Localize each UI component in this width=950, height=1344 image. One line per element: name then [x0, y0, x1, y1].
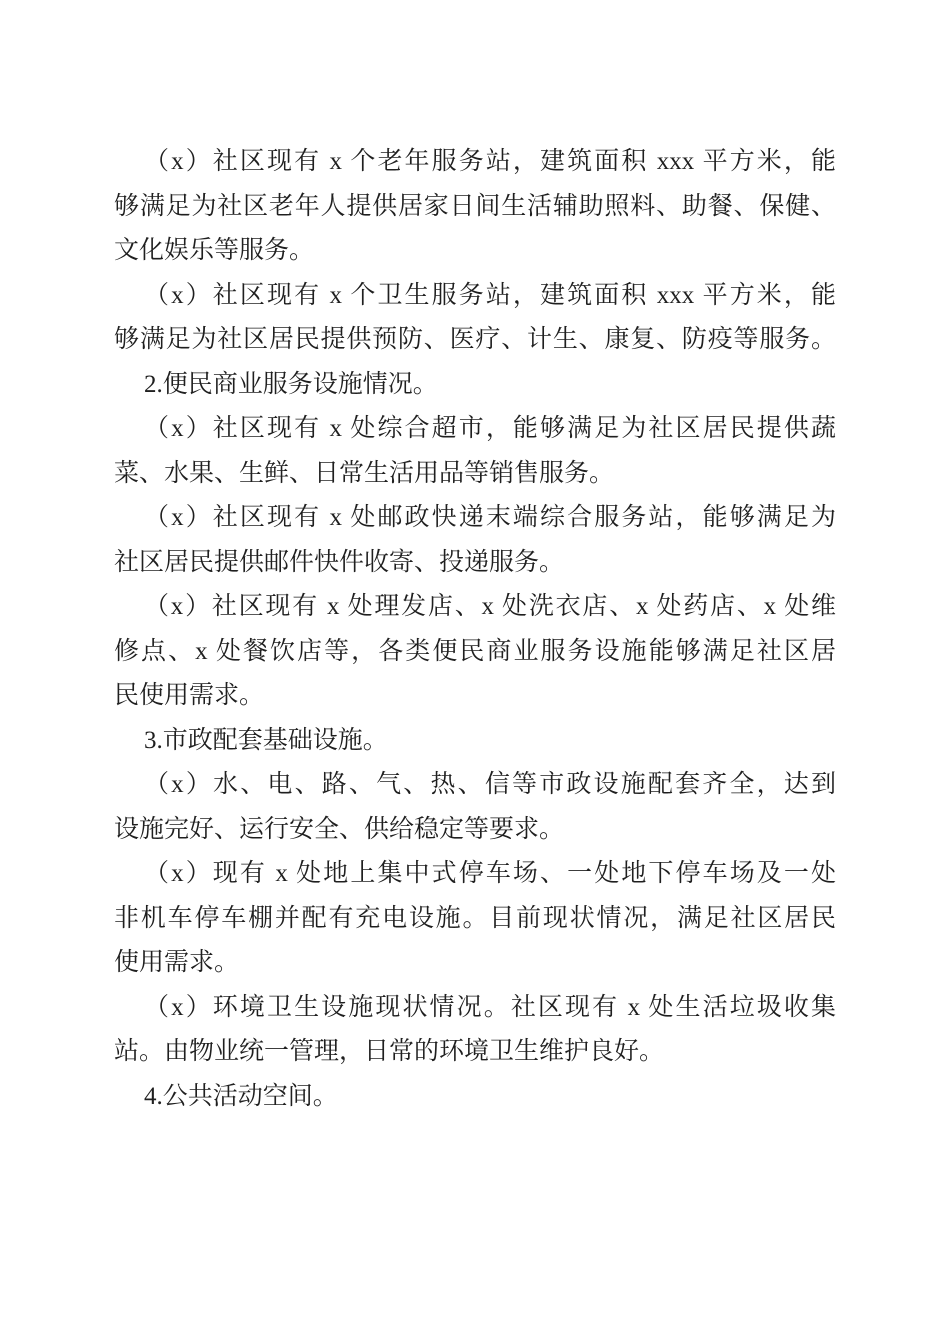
paragraph-parking	[114, 852, 836, 986]
text-line: （x）社区现有 x 个卫生服务站，建筑面积 xxx 平方米，能	[144, 281, 836, 309]
paragraph-utilities	[114, 763, 836, 852]
text-line: 站。由物业统一管理，日常的环境卫生维护良好。	[114, 1038, 665, 1065]
text-line: 3.市政配套基础设施。	[144, 726, 388, 754]
text-line: 设施完好、运行安全、供给稳定等要求。	[114, 815, 565, 843]
paragraph-supermarket	[114, 407, 836, 496]
text-line: 够满足为社区居民提供预防、医疗、计生、康复、防疫等服务。	[114, 326, 836, 353]
heading-public-activity-space	[114, 1075, 836, 1120]
heading-commercial-facilities	[114, 363, 836, 408]
text-line: 修点、x 处餐饮店等，各类便民商业服务设施能够满足社区居	[114, 637, 836, 665]
text-line: （x）水、电、路、气、热、信等市政设施配套齐全，达到	[144, 771, 836, 798]
paragraph-shops	[114, 585, 836, 719]
document-text	[114, 140, 836, 1119]
paragraph-health-service-station	[114, 274, 836, 363]
heading-municipal-infrastructure	[114, 719, 836, 764]
text-line: （x）社区现有 x 个老年服务站，建筑面积 xxx 平方米，能	[144, 148, 836, 175]
text-line: 非机车停车棚并配有充电设施。目前现状情况，满足社区居民	[114, 904, 836, 932]
text-line: 2.便民商业服务设施情况。	[144, 370, 438, 398]
text-line: 4.公共活动空间。	[144, 1082, 338, 1110]
text-line: 民使用需求。	[114, 682, 265, 709]
text-line: 够满足为社区老年人提供居家日间生活辅助照料、助餐、保健、	[114, 192, 836, 220]
text-line: （x）现有 x 处地上集中式停车场、一处地下停车场及一处	[144, 860, 836, 887]
text-line: 菜、水果、生鲜、日常生活用品等销售服务。	[114, 459, 615, 487]
text-line: （x）社区现有 x 处综合超市，能够满足为社区居民提供蔬	[144, 415, 836, 442]
paragraph-sanitation	[114, 986, 836, 1075]
text-line: 使用需求。	[114, 949, 240, 976]
paragraph-postal-station	[114, 496, 836, 585]
text-line: （x）环境卫生设施现状情况。社区现有 x 处生活垃圾收集	[144, 993, 836, 1021]
text-line: （x）社区现有 x 处邮政快递末端综合服务站，能够满足为	[144, 504, 836, 531]
text-line: 社区居民提供邮件快件收寄、投递服务。	[114, 548, 565, 576]
paragraph-elderly-service-station	[114, 140, 836, 274]
text-line: （x）社区现有 x 处理发店、x 处洗衣店、x 处药店、x 处维	[144, 593, 836, 620]
text-line: 文化娱乐等服务。	[114, 237, 315, 264]
